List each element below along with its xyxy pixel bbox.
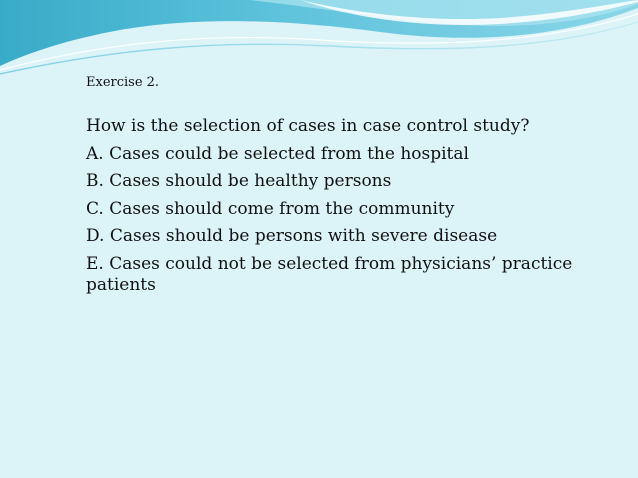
option-b: B. Cases should be healthy persons: [86, 171, 392, 191]
option-a: A. Cases could be selected from the hospital: [86, 143, 469, 164]
option-d: D. Cases should be persons with severe disease: [86, 226, 498, 246]
question-text: How is the selection of cases in case control study?: [86, 116, 530, 136]
option-c: C. Cases should come from the community: [86, 198, 455, 219]
slide-content: [86, 74, 586, 296]
option-e: E. Cases could not be selected from physicians’ practice patients: [86, 253, 573, 295]
answer-options: [86, 141, 586, 296]
header-wave-decoration: [0, 0, 638, 75]
exercise-subtitle: Exercise 2.: [86, 75, 160, 90]
